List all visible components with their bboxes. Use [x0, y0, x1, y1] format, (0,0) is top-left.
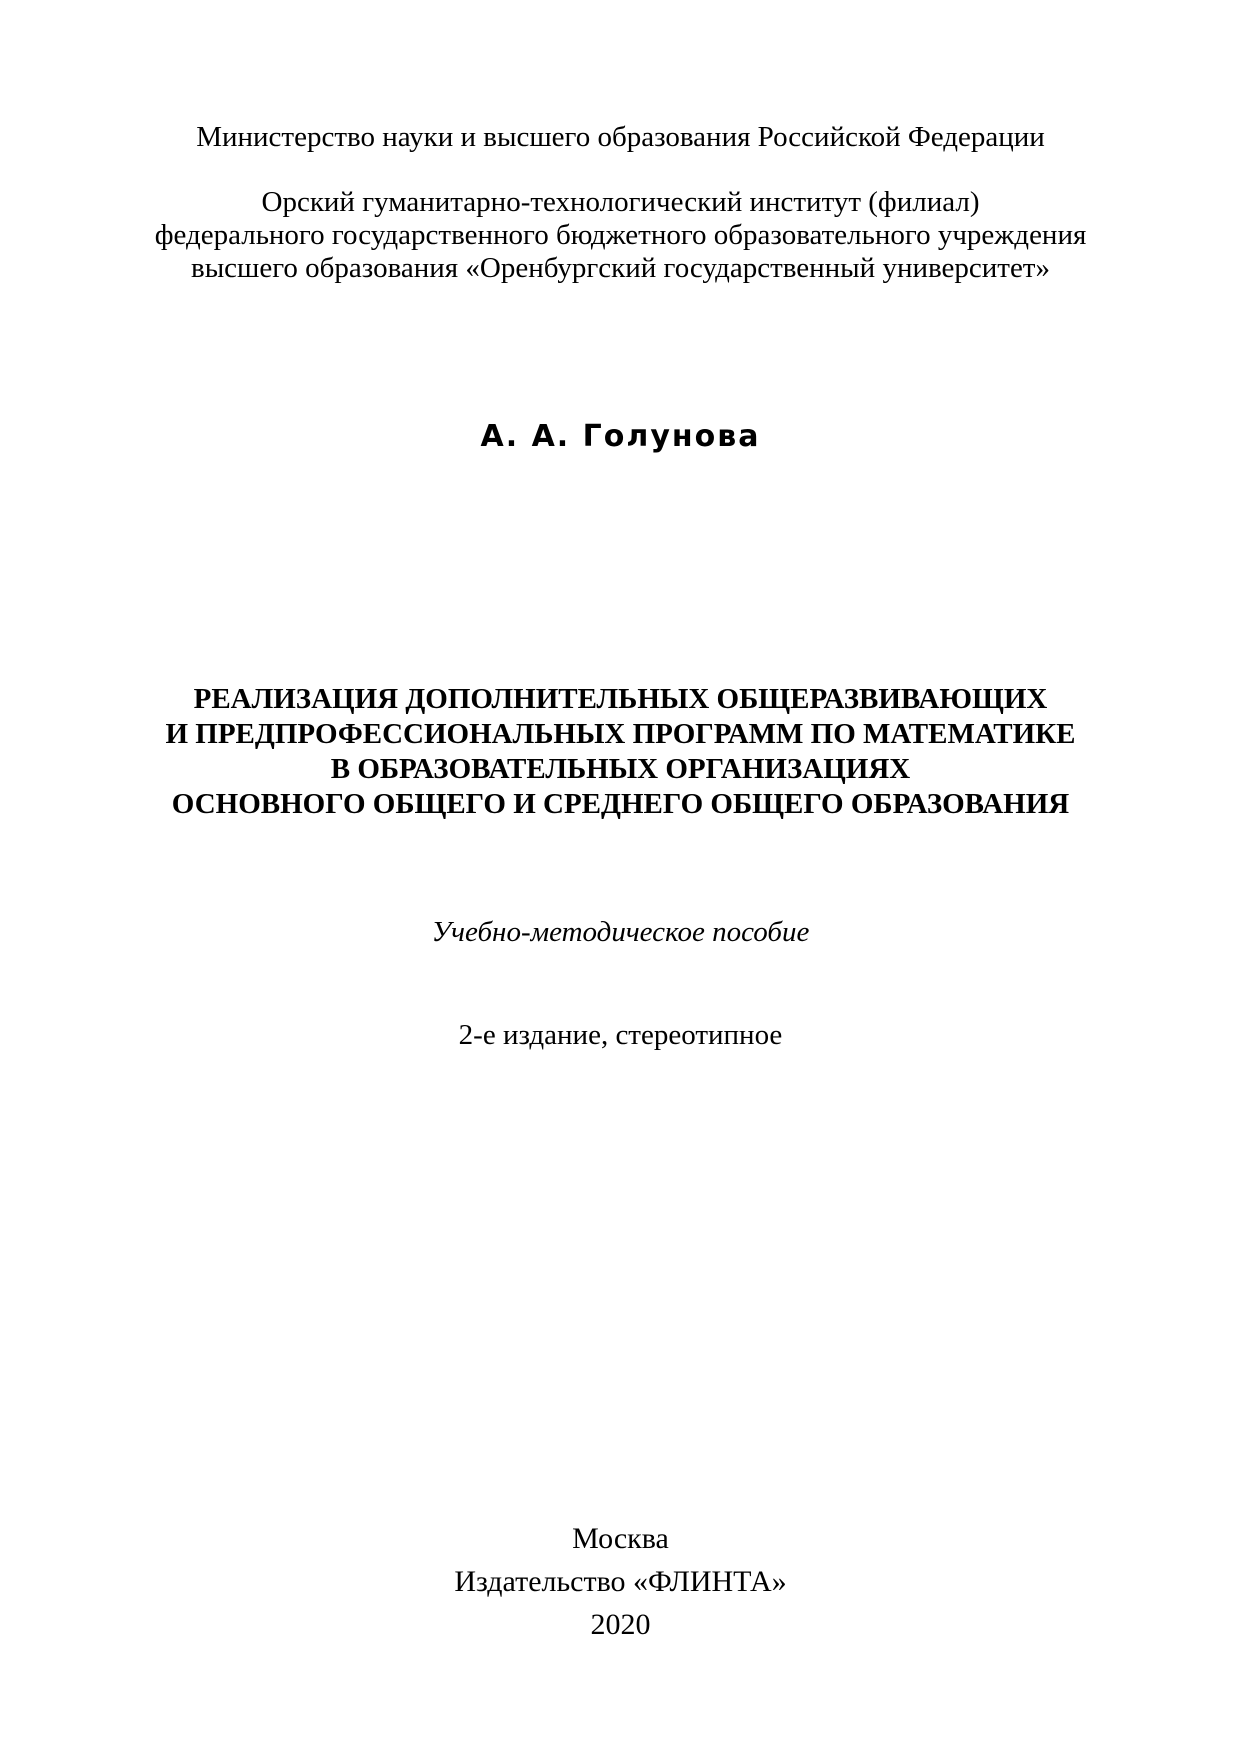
ministry-text: Министерство науки и высшего образования Российской Федерации [196, 121, 1045, 153]
institute-line: Орский гуманитарно-технологический институт (филиал) [261, 186, 980, 218]
imprint-year: 2020 [590, 1608, 651, 1641]
author-name [0, 419, 1241, 455]
title-line: РЕАЛИЗАЦИЯ ДОПОЛНИТЕЛЬНЫХ ОБЩЕРАЗВИВАЮЩИХ [193, 683, 1048, 715]
edition-note [0, 1018, 1241, 1052]
ministry-heading [0, 120, 1241, 154]
institute-heading [0, 186, 1241, 285]
author-text: А. А. Голунова [480, 419, 761, 454]
book-subtitle [0, 915, 1241, 949]
subtitle-text: Учебно-методическое пособие [431, 916, 810, 948]
book-title [0, 682, 1241, 822]
imprint [0, 1517, 1241, 1646]
title-line: И ПРЕДПРОФЕССИОНАЛЬНЫХ ПРОГРАММ ПО МАТЕМАТИКЕ [165, 718, 1076, 750]
institute-line: федерального государственного бюджетного образовательного учреждения [154, 219, 1087, 251]
imprint-city: Москва [572, 1522, 669, 1555]
title-line: ОСНОВНОГО ОБЩЕГО И СРЕДНЕГО ОБЩЕГО ОБРАЗОВАНИЯ [171, 788, 1070, 820]
institute-line: высшего образования «Оренбургский государственный университет» [191, 252, 1050, 284]
title-line: В ОБРАЗОВАТЕЛЬНЫХ ОРГАНИЗАЦИЯХ [330, 753, 911, 785]
imprint-publisher: Издательство «ФЛИНТА» [454, 1565, 787, 1598]
edition-text: 2-е издание, стереотипное [458, 1019, 783, 1051]
